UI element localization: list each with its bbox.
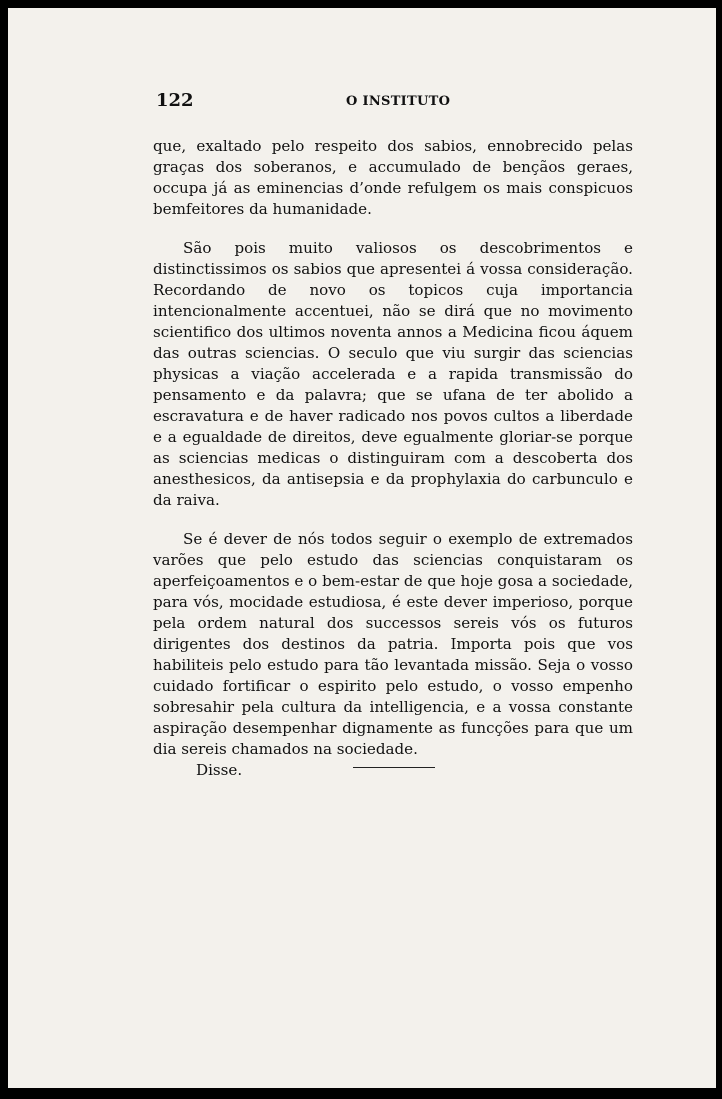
paragraph: São pois muito valiosos os descobrimentos e distinctissimos os sabios que apresentei á vossa consideração. Recordando de novo os topicos cuja importancia intencionalmente accentuei, não se dirá que no movimento scientifico dos ultimos noventa annos a Medicina ficou áquem das outras sciencias. O seculo que viu surgir das sciencias physicas a viação accelerada e a rapida transmissão do pensamento e da palavra; que se ufana de ter abolido a escravatura e de haver radicado nos povos cultos a liberdade e a egualdade de direitos, deve egualmente gloriar-se porque as sciencias medicas o distinguiram com a descoberta dos anesthesicos, da antisepsia e da prophylaxia do carbunculo e da raiva. — [153, 239, 633, 509]
page-header — [156, 90, 636, 120]
closing-rule — [353, 767, 435, 768]
page-number: 122 — [156, 90, 194, 111]
signoff: Disse. — [196, 761, 243, 779]
paragraph-continuation: que, exaltado pelo respeito dos sabios, ennobrecido pelas graças dos soberanos, e accumulado de bençãos geraes, occupa já as eminencias d’onde refulgem os mais conspicuos bemfeitores da humanidade. — [153, 137, 633, 218]
body-text — [153, 136, 633, 781]
running-title: O INSTITUTO — [346, 94, 451, 109]
paragraph: Se é dever de nós todos seguir o exemplo de extremados varões que pelo estudo das sciencias conquistaram os aperfeiçoamentos e o bem-estar de que hoje gosa a sociedade, para vós, mocidade estudiosa, é este dever imperioso, porque pela ordem natural dos successos sereis vós os futuros dirigentes dos destinos da patria. Importa pois que vos habiliteis pelo estudo para tão levantada missão. Seja o vosso cuidado fortificar o espirito pelo estudo, o vosso empenho sobresahir pela cultura da intelligencia, e a vossa constante aspiração desempenhar dignamente as funcções para que um dia sereis chamados na sociedade. — [153, 530, 633, 758]
book-page — [8, 8, 716, 1088]
